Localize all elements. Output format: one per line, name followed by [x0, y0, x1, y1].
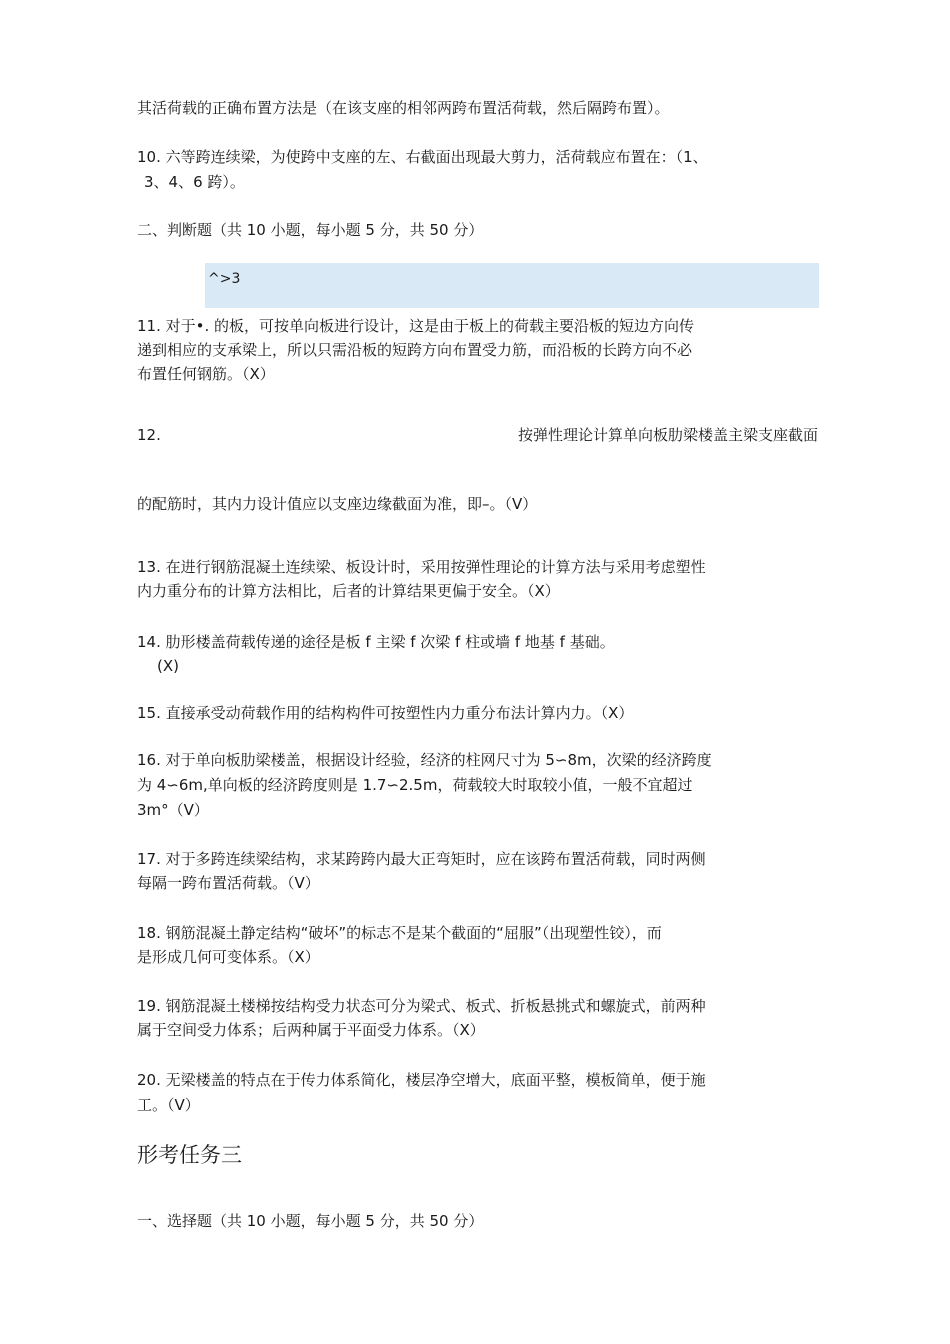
formula-image-box [205, 263, 819, 308]
question-12-cont: 的配筋时，其内力设计值应以支座边缘截面为准，即–。（V） [137, 495, 538, 513]
question-18: 18. 钢筋混凝土静定结构“破坏”的标志不是某个截面的“屈服”（出现塑性铰），而 [137, 924, 662, 942]
question-11: 11. 对于•. 的板，可按单向板进行设计，这是由于板上的荷载主要沿板的短边方向传 [137, 317, 695, 335]
question-19-cont: 属于空间受力体系；后两种属于平面受力体系。（X） [137, 1021, 485, 1039]
question-12: 按弹性理论计算单向板肋梁楼盖主梁支座截面 [517, 426, 818, 444]
question-13: 13. 在进行钢筋混凝土连续梁、板设计时，采用按弹性理论的计算方法与采用考虑塑性 [137, 558, 706, 576]
question-12-number: 12. [137, 426, 161, 444]
question-10-cont: 3、4、6 跨）。 [144, 173, 245, 191]
question-14-cont: (X) [157, 657, 179, 675]
question-16-cont: 为 4∽6m,单向板的经济跨度则是 1.7∽2.5m，荷载较大时取较小值，一般不宜超过 [137, 776, 693, 794]
section-heading-choice: 一、选择题（共 10 小题，每小题 5 分，共 50 分） [137, 1212, 484, 1230]
question-11-cont: 递到相应的支承梁上，所以只需沿板的短跨方向布置受力筋，而沿板的长跨方向不必 [137, 341, 693, 359]
question-11-cont: 布置任何钢筋。（X） [137, 365, 275, 383]
question-16: 16. 对于单向板肋梁楼盖，根据设计经验，经济的柱网尺寸为 5∽8m，次梁的经济跨度 [137, 751, 712, 769]
question-15: 15. 直接承受动荷载作用的结构构件可按塑性内力重分布法计算内力。（X） [137, 704, 634, 722]
question-19: 19. 钢筋混凝土楼梯按结构受力状态可分为梁式、板式、折板悬挑式和螺旋式，前两种 [137, 997, 706, 1015]
section-heading-judgment: 二、判断题（共 10 小题，每小题 5 分，共 50 分） [137, 221, 484, 239]
text-line: 其活荷载的正确布置方法是（在该支座的相邻两跨布置活荷载，然后隔跨布置）。 [137, 99, 670, 117]
formula-text: ^>3 [208, 271, 241, 287]
question-17-cont: 每隔一跨布置活荷载。（V） [137, 874, 320, 892]
question-17: 17. 对于多跨连续梁结构，求某跨跨内最大正弯矩时，应在该跨布置活荷载，同时两侧 [137, 850, 706, 868]
question-18-cont: 是形成几何可变体系。（X） [137, 948, 320, 966]
question-10: 10. 六等跨连续梁，为使跨中支座的左、右截面出现最大剪力，活荷载应布置在：（1、 [137, 148, 708, 166]
question-13-cont: 内力重分布的计算方法相比，后者的计算结果更偏于安全。（X） [137, 582, 560, 600]
page-heading: 形考任务三 [137, 1143, 242, 1167]
question-20-cont: 工。（V） [137, 1096, 200, 1114]
question-14: 14. 肋形楼盖荷载传递的途径是板 f 主梁 f 次梁 f 柱或墙 f 地基 f 基础。 [137, 633, 615, 651]
question-20: 20. 无梁楼盖的特点在于传力体系简化，楼层净空增大，底面平整，模板简单，便于施 [137, 1071, 706, 1089]
question-16-cont: 3m°（V） [137, 801, 209, 819]
